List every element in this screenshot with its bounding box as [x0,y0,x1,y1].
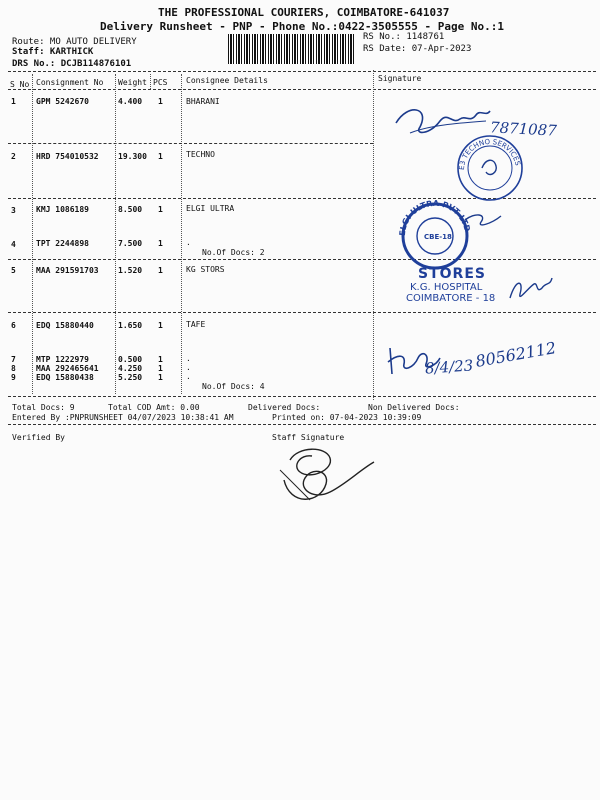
row-consignment: TPT 2244898 [36,239,89,248]
runsheet-subtitle: Delivery Runsheet - PNP - Phone No.:0422-3505555 - Page No.:1 [100,20,504,33]
table-header-rule [8,89,596,90]
signature-row5 [506,268,556,308]
staff-signature-mark [270,440,380,510]
row-pcs: 1 [158,355,163,364]
group-doc-count: No.Of Docs: 4 [202,382,265,391]
handwritten-phone-2: 80562112 [473,338,558,371]
row-consignment: MAA 292465641 [36,364,99,373]
row-consignment: KMJ 1086189 [36,205,89,214]
row-weight: 1.520 [118,266,143,275]
kg-stamp-title: STORES [418,266,486,282]
row-pcs: 1 [158,364,163,373]
row-sno: 1 [11,97,16,106]
row-pcs: 1 [158,373,163,382]
row-consignment: MTP 1222979 [36,355,89,364]
handwritten-phone-1: 7871087 [489,118,558,140]
row-sno: 2 [11,152,16,161]
column-header-weight: Weight [118,78,147,87]
col-divider [181,74,182,394]
row-pcs: 1 [158,239,163,248]
row-sno: 8 [11,364,16,373]
rs-number: RS No.: 1148761 [363,32,445,42]
svg-text:E3 TECHNO SERVICES: E3 TECHNO SERVICES [457,137,522,171]
row-consignment: EDQ 15880440 [36,321,94,330]
row-consignment: HRD 754010532 [36,152,99,161]
col-divider [32,74,33,394]
row-pcs: 1 [158,205,163,214]
row-consignee: . [186,372,191,381]
row-weight: 1.650 [118,321,143,330]
elgi-stamp [395,200,505,270]
table-top-rule [8,71,596,72]
table-bottom-rule [8,396,596,397]
staff-label: Staff: KARTHICK [12,47,94,57]
barcode [228,34,354,64]
row-sno: 4 [11,240,16,249]
non-delivered-docs: Non Delivered Docs: [368,403,460,412]
row-weight: 4.400 [118,97,143,106]
column-header-consignee: Consignee Details [186,76,268,85]
row-sno: 5 [11,266,16,275]
entered-by: Entered By :PNPRUNSHEET 04/07/2023 10:38:41 AM [12,413,234,422]
delivered-docs: Delivered Docs: [248,403,321,412]
row-consignee: KG STORS [186,265,225,274]
row-weight: 0.500 [118,355,143,364]
row-consignee: BHARANI [186,97,220,106]
row-weight: 8.500 [118,205,143,214]
rs-date: RS Date: 07-Apr-2023 [363,44,472,54]
row-weight: 7.500 [118,239,143,248]
row-pcs: 1 [158,152,163,161]
col-divider [373,70,374,400]
total-cod-amount: Total COD Amt: 0.00 [108,403,200,412]
row-sno: 9 [11,373,16,382]
row-sno: 3 [11,206,16,215]
row-sno: 7 [11,355,16,364]
column-header-pcs: PCS [153,78,168,87]
company-title: THE PROFESSIONAL COURIERS, COIMBATORE-641037 [158,6,450,19]
footer-rule [8,424,596,425]
row-consignee: TAFE [186,320,206,329]
row-weight: 19.300 [118,152,147,161]
row-sno: 6 [11,321,16,330]
row-rule [8,259,596,260]
column-header-consignment: Consignment No [36,78,104,87]
row-pcs: 1 [158,97,163,106]
svg-text:ELGI ULTRA PVT LTD: ELGI ULTRA PVT LTD [397,198,472,237]
row-pcs: 1 [158,266,163,275]
handwritten-date: 8/4/23 [424,356,474,378]
kg-stamp-line2: COIMBATORE - 18 [406,293,496,304]
group-doc-count: No.Of Docs: 2 [202,248,265,257]
row-consignee: TECHNO [186,150,215,159]
column-header-signature: Signature [378,74,422,83]
column-header-sno: S No [10,80,30,89]
svg-text:CBE-18: CBE-18 [424,233,452,241]
kg-stamp-line1: K.G. HOSPITAL [410,282,483,293]
row-weight: 5.250 [118,373,143,382]
row-consignee: . [186,238,191,247]
staff-signature-label: Staff Signature [272,433,345,442]
row-consignment: EDQ 15880438 [36,373,94,382]
row-consignee: . [186,363,191,372]
row-consignee: ELGI ULTRA [186,204,235,213]
col-divider [115,74,116,394]
drs-number: DRS No.: DCJB114876101 [12,59,132,69]
total-docs: Total Docs: 9 [12,403,75,412]
col-divider [150,74,151,89]
row-pcs: 1 [158,321,163,330]
row-consignment: MAA 291591703 [36,266,99,275]
techno-stamp [450,128,530,204]
row-rule [8,143,373,144]
verified-by-label: Verified By [12,433,65,442]
printed-on: Printed on: 07-04-2023 10:39:09 [272,413,422,422]
row-consignment: GPM 5242670 [36,97,89,106]
row-consignee: . [186,354,191,363]
row-weight: 4.250 [118,364,143,373]
row-rule [8,312,596,313]
route-label: Route: MO AUTO DELIVERY [12,37,137,47]
